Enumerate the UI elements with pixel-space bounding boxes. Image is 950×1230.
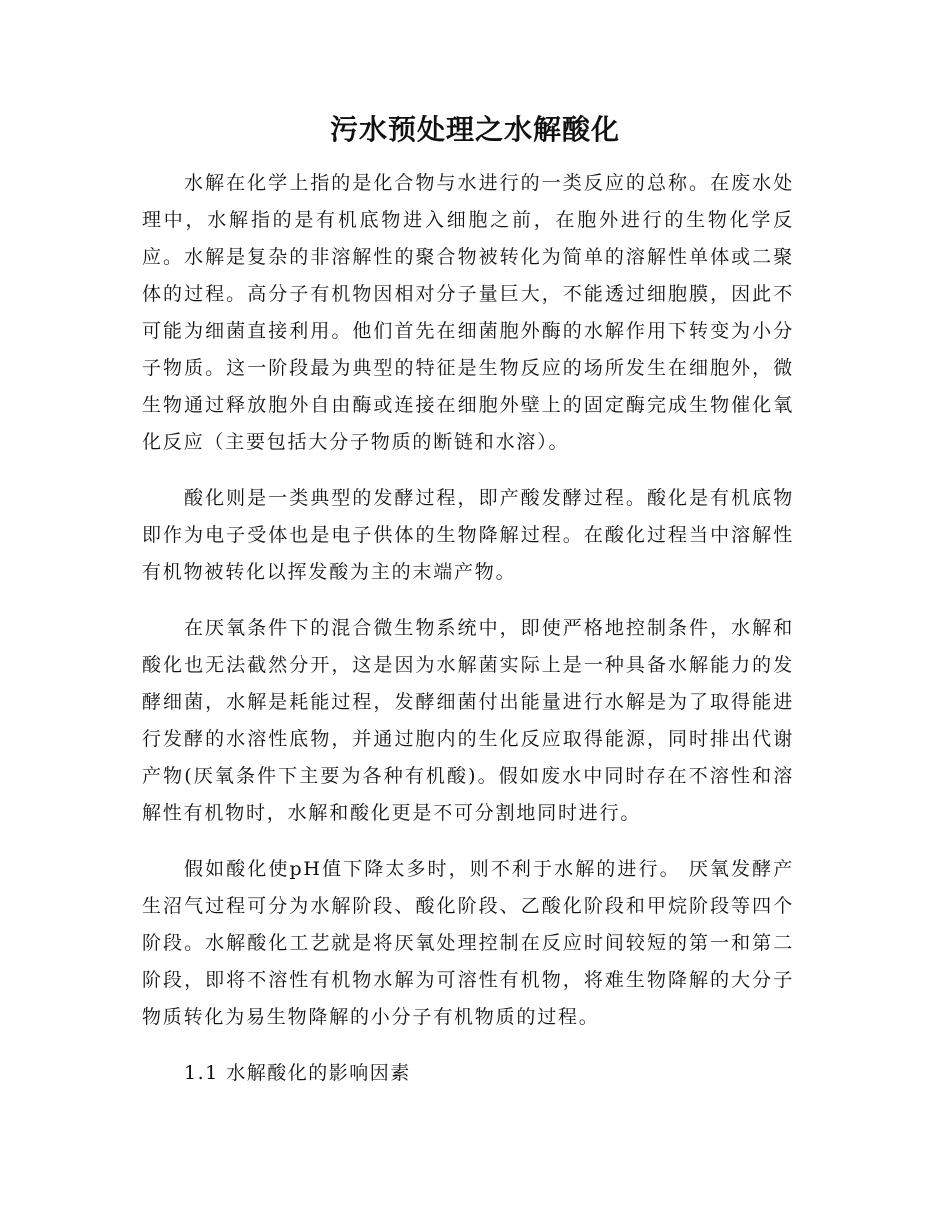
paragraph-ph-and-stages: 假如酸化使pH值下降太多时，则不利于水解的进行。 厌氧发酵产生沼气过程可分为水解阶段、酸化阶段、乙酸化阶段和甲烷阶段等四个阶段。水解酸化工艺就是将厌氧处理控制在反应时间较短的第一和第二阶段，即将不溶性有机物水解为可溶性有机物，将难生物降解的大分子物质转化为易生物降解的小分子有机物质的过程。 [142, 858, 794, 1028]
paragraph-hydrolysis-definition: 水解在化学上指的是化合物与水进行的一类反应的总称。在废水处理中，水解指的是有机底物进入细胞之前，在胞外进行的生物化学反应。水解是复杂的非溶解性的聚合物被转化为简单的溶解性单体或二聚体的过程。高分子有机物因相对分子量巨大，不能透过细胞膜，因此不可能为细菌直接利用。他们首先在细菌胞外酶的水解作用下转变为小分子物质。这一阶段最为典型的特征是生物反应的场所发生在细胞外，微生物通过释放胞外自由酶或连接在细胞外壁上的固定酶完成生物催化氧化反应（主要包括大分子物质的断链和水溶）。 [142, 172, 794, 453]
section-heading: 1.1 水解酸化的影响因素 [184, 1062, 411, 1084]
document-title: 污水预处理之水解酸化 [329, 113, 620, 146]
paragraph-acidification-definition: 酸化则是一类典型的发酵过程，即产酸发酵过程。酸化是有机底物即作为电子受体也是电子供体的生物降解过程。在酸化过程当中溶解性有机物被转化以挥发酸为主的末端产物。 [142, 487, 794, 583]
document-body [142, 165, 794, 1092]
paragraph-anaerobic-conditions: 在厌氧条件下的混合微生物系统中，即使严格地控制条件，水解和酸化也无法截然分开，这是因为水解菌实际上是一种具备水解能力的发酵细菌，水解是耗能过程，发酵细菌付出能量进行水解是为了取得能进行发酵的水溶性底物，并通过胞内的生化反应取得能源，同时排出代谢产物(厌氧条件下主要为各种有机酸)。假如废水中同时存在不溶性和溶解性有机物时，水解和酸化更是不可分割地同时进行。 [142, 617, 794, 824]
